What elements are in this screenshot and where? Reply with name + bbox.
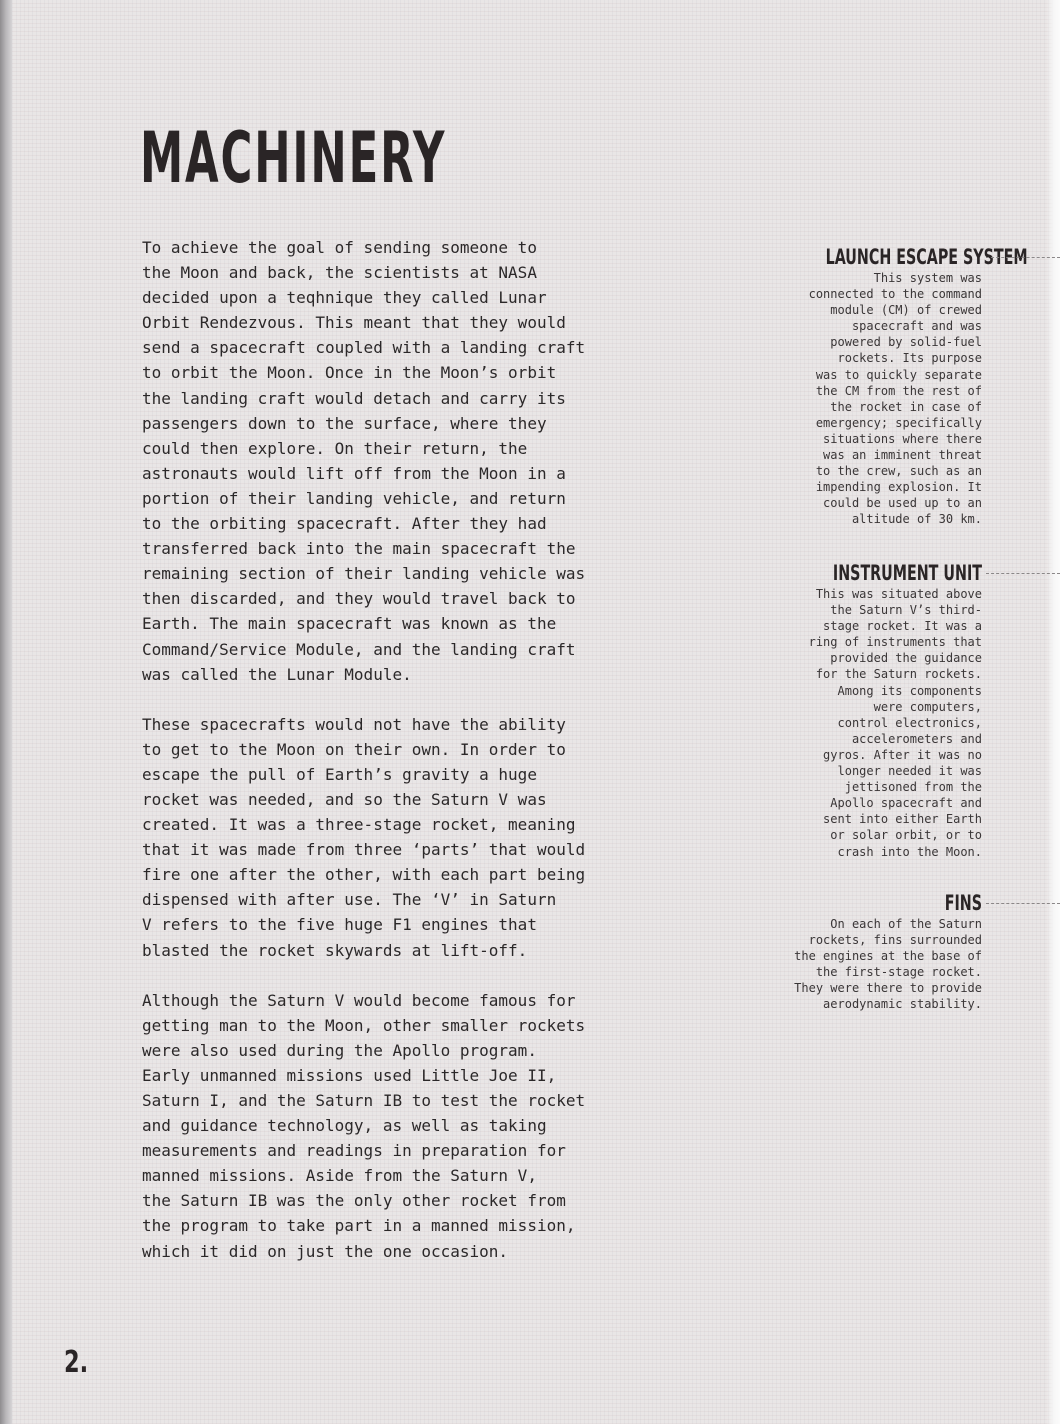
sidebar-heading-fins: FINS (944, 891, 982, 915)
leader-line-instrument-unit (986, 573, 1060, 574)
paragraph-lunar-orbit-rendezvous: To achieve the goal of sending someone to the Moon and back, the scientists at NASA decided upon a teqhnique they called Lunar Orbit Rendezvous. This meant that they would send a spacecraft coupled with a landing craft to orbit the Moon. Once in the Moon’s orbit the landing craft would detach and carry its passengers down to the surface, where they could then explore. On their return, the astronauts would lift off from the Moon in a portion of their landing vehicle, and return to the orbiting spacecraft. After they had transferred back into the main spacecraft the remaining section of their landing vehicle was then discarded, and they would travel back to Earth. The main spacecraft was known as the Command/Service Module, and the landing craft was called the Lunar Module. (142, 238, 586, 684)
page-title: MACHINERY (140, 117, 447, 199)
leader-line-fins (986, 903, 1060, 904)
book-spine-shadow (0, 0, 12, 1424)
sidebar-text-fins: On each of the Saturn rockets, fins surrounded the engines at the base of the first-stage rocket. They were there to provide aerodynamic stability. (794, 917, 982, 1012)
sidebar-instrument-unit (752, 562, 982, 860)
sidebar-fins (752, 892, 982, 1013)
sidebar-heading-launch-escape-system: LAUNCH ESCAPE SYSTEM (825, 245, 1028, 269)
main-article (142, 235, 662, 1289)
paragraph-other-rockets: Although the Saturn V would become famous for getting man to the Moon, other smaller rockets were also used during the Apollo program. Early unmanned missions used Little Joe II, Saturn I, and the Saturn IB to test the rocket and guidance technology, as well as taking measurements and readings in preparation for manned missions. Aside from the Saturn V, the Saturn IB was the only other rocket from the program to take part in a manned mission, which it did on just the one occasion. (142, 990, 586, 1261)
paragraph-saturn-v: These spacecrafts would not have the ability to get to the Moon on their own. In order to escape the pull of Earth’s gravity a huge rocket was needed, and so the Saturn V was created. It was a three-stage rocket, meaning that it was made from three ‘parts’ that would fire one after the other, with each part being dispensed with after use. The ‘V’ in Saturn V refers to the five huge F1 engines that blasted the rocket skywards at lift-off. (142, 714, 586, 960)
leader-line-launch-escape (986, 257, 1060, 258)
sidebar-text-instrument-unit: This was situated above the Saturn V’s third- stage rocket. It was a ring of instruments that provided the guidance for the Saturn rockets. Among its components were computers, control electronics, accelerometers and gyros. After it was no longer needed it was jettisoned from the Apollo spacecraft and sent into either Earth or solar orbit, or to crash into the Moon. (808, 587, 982, 859)
sidebar-launch-escape-system (752, 245, 1028, 528)
page-edge (1046, 0, 1060, 1424)
sidebar-text-launch-escape-system: This system was connected to the command module (CM) of crewed spacecraft and was powered by solid-fuel rockets. Its purpose was to quickly separate the CM from the rest of the rocket in case of emergency; specifically situations where there was an imminent threat to the crew, such as an impending explosion. It could be used up to an altitude of 30 km. (808, 271, 982, 527)
sidebar-heading-instrument-unit: INSTRUMENT UNIT (832, 561, 982, 585)
page-number: 2. (64, 1345, 89, 1380)
